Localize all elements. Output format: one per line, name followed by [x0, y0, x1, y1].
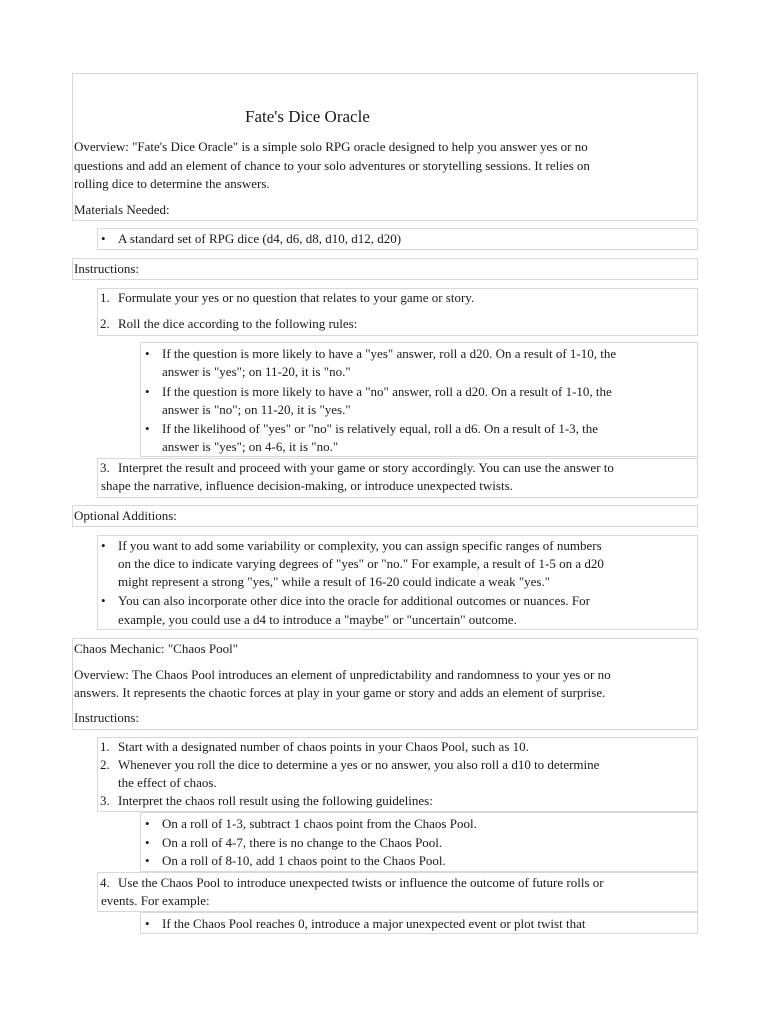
- list-item: On a roll of 1-3, subtract 1 chaos point from the Chaos Pool.: [162, 816, 477, 831]
- list-bullet: •: [145, 916, 150, 931]
- step-number: 4.: [100, 875, 110, 890]
- chaos-heading: Chaos Mechanic: "Chaos Pool": [74, 641, 239, 656]
- list-item: On a roll of 4-7, there is no change to the Chaos Pool.: [162, 835, 443, 850]
- list-item-cont: might represent a strong "yes," while a result of 16-20 could indicate a weak "yes.": [118, 574, 551, 589]
- step-number: 1.: [100, 739, 110, 754]
- page-title: Fate's Dice Oracle: [245, 107, 370, 126]
- chaos-instructions-heading: Instructions:: [74, 710, 139, 725]
- step-number: 2.: [100, 757, 110, 772]
- step-number: 3.: [100, 793, 110, 808]
- list-bullet: •: [145, 816, 150, 831]
- list-bullet: •: [145, 384, 150, 399]
- list-bullet: •: [145, 835, 150, 850]
- list-item-cont: shape the narrative, influence decision-making, or introduce unexpected twists.: [101, 478, 513, 493]
- step-number: 2.: [100, 316, 110, 331]
- overview-line: questions and add an element of chance to your solo adventures or storytelling sessions. It relies on: [74, 158, 590, 173]
- list-item: If you want to add some variability or complexity, you can assign specific ranges of numbers: [118, 538, 602, 553]
- list-item-cont: on the dice to indicate varying degrees of "yes" or "no." For example, a result of 1-5 on a d20: [118, 556, 604, 571]
- list-item: Interpret the chaos roll result using the following guidelines:: [118, 793, 433, 808]
- list-bullet: •: [101, 538, 106, 553]
- list-bullet: •: [101, 593, 106, 608]
- list-item-cont: events. For example:: [101, 893, 210, 908]
- list-item-cont: answer is "yes"; on 11-20, it is "no.": [162, 364, 351, 379]
- list-item: If the question is more likely to have a "no" answer, roll a d20. On a result of 1-10, the: [162, 384, 612, 399]
- list-item: Use the Chaos Pool to introduce unexpected twists or influence the outcome of future rolls or: [118, 875, 604, 890]
- instructions-heading: Instructions:: [74, 261, 139, 276]
- list-item-cont: answer is "yes"; on 4-6, it is "no.": [162, 439, 339, 454]
- list-item: If the Chaos Pool reaches 0, introduce a major unexpected event or plot twist that: [162, 916, 586, 931]
- list-item-cont: the effect of chaos.: [118, 775, 217, 790]
- materials-heading: Materials Needed:: [74, 202, 170, 217]
- overview-line: rolling dice to determine the answers.: [74, 176, 270, 191]
- step-number: 3.: [100, 460, 110, 475]
- list-item: You can also incorporate other dice into the oracle for additional outcomes or nuances. For: [118, 593, 590, 608]
- list-item: Whenever you roll the dice to determine a yes or no answer, you also roll a d10 to determine: [118, 757, 600, 772]
- overview-line: Overview: "Fate's Dice Oracle" is a simple solo RPG oracle designed to help you answer yes or no: [74, 139, 588, 154]
- list-item: Start with a designated number of chaos points in your Chaos Pool, such as 10.: [118, 739, 529, 754]
- list-bullet: •: [145, 421, 150, 436]
- list-item: A standard set of RPG dice (d4, d6, d8, d10, d12, d20): [118, 231, 402, 246]
- list-bullet: •: [145, 346, 150, 361]
- list-item-cont: example, you could use a d4 to introduce a "maybe" or "uncertain" outcome.: [118, 612, 517, 627]
- chaos-overview-line: Overview: The Chaos Pool introduces an element of unpredictability and randomness to your yes or no: [74, 667, 611, 682]
- list-item: Roll the dice according to the following rules:: [118, 316, 358, 331]
- list-item: On a roll of 8-10, add 1 chaos point to the Chaos Pool.: [162, 853, 446, 868]
- list-item: Formulate your yes or no question that relates to your game or story.: [118, 290, 475, 305]
- list-bullet: •: [145, 853, 150, 868]
- list-bullet: •: [101, 231, 106, 246]
- list-item: If the likelihood of "yes" or "no" is relatively equal, roll a d6. On a result of 1-3, the: [162, 421, 599, 436]
- list-item: If the question is more likely to have a "yes" answer, roll a d20. On a result of 1-10, the: [162, 346, 617, 361]
- instructions-heading-box: [72, 258, 698, 280]
- list-item: Interpret the result and proceed with your game or story accordingly. You can use the answer to: [118, 460, 614, 475]
- optional-heading: Optional Additions:: [74, 508, 177, 523]
- chaos-overview-line: answers. It represents the chaotic forces at play in your game or story and adds an element of surprise.: [74, 685, 606, 700]
- list-item-cont: answer is "no"; on 11-20, it is "yes.": [162, 402, 351, 417]
- step-number: 1.: [100, 290, 110, 305]
